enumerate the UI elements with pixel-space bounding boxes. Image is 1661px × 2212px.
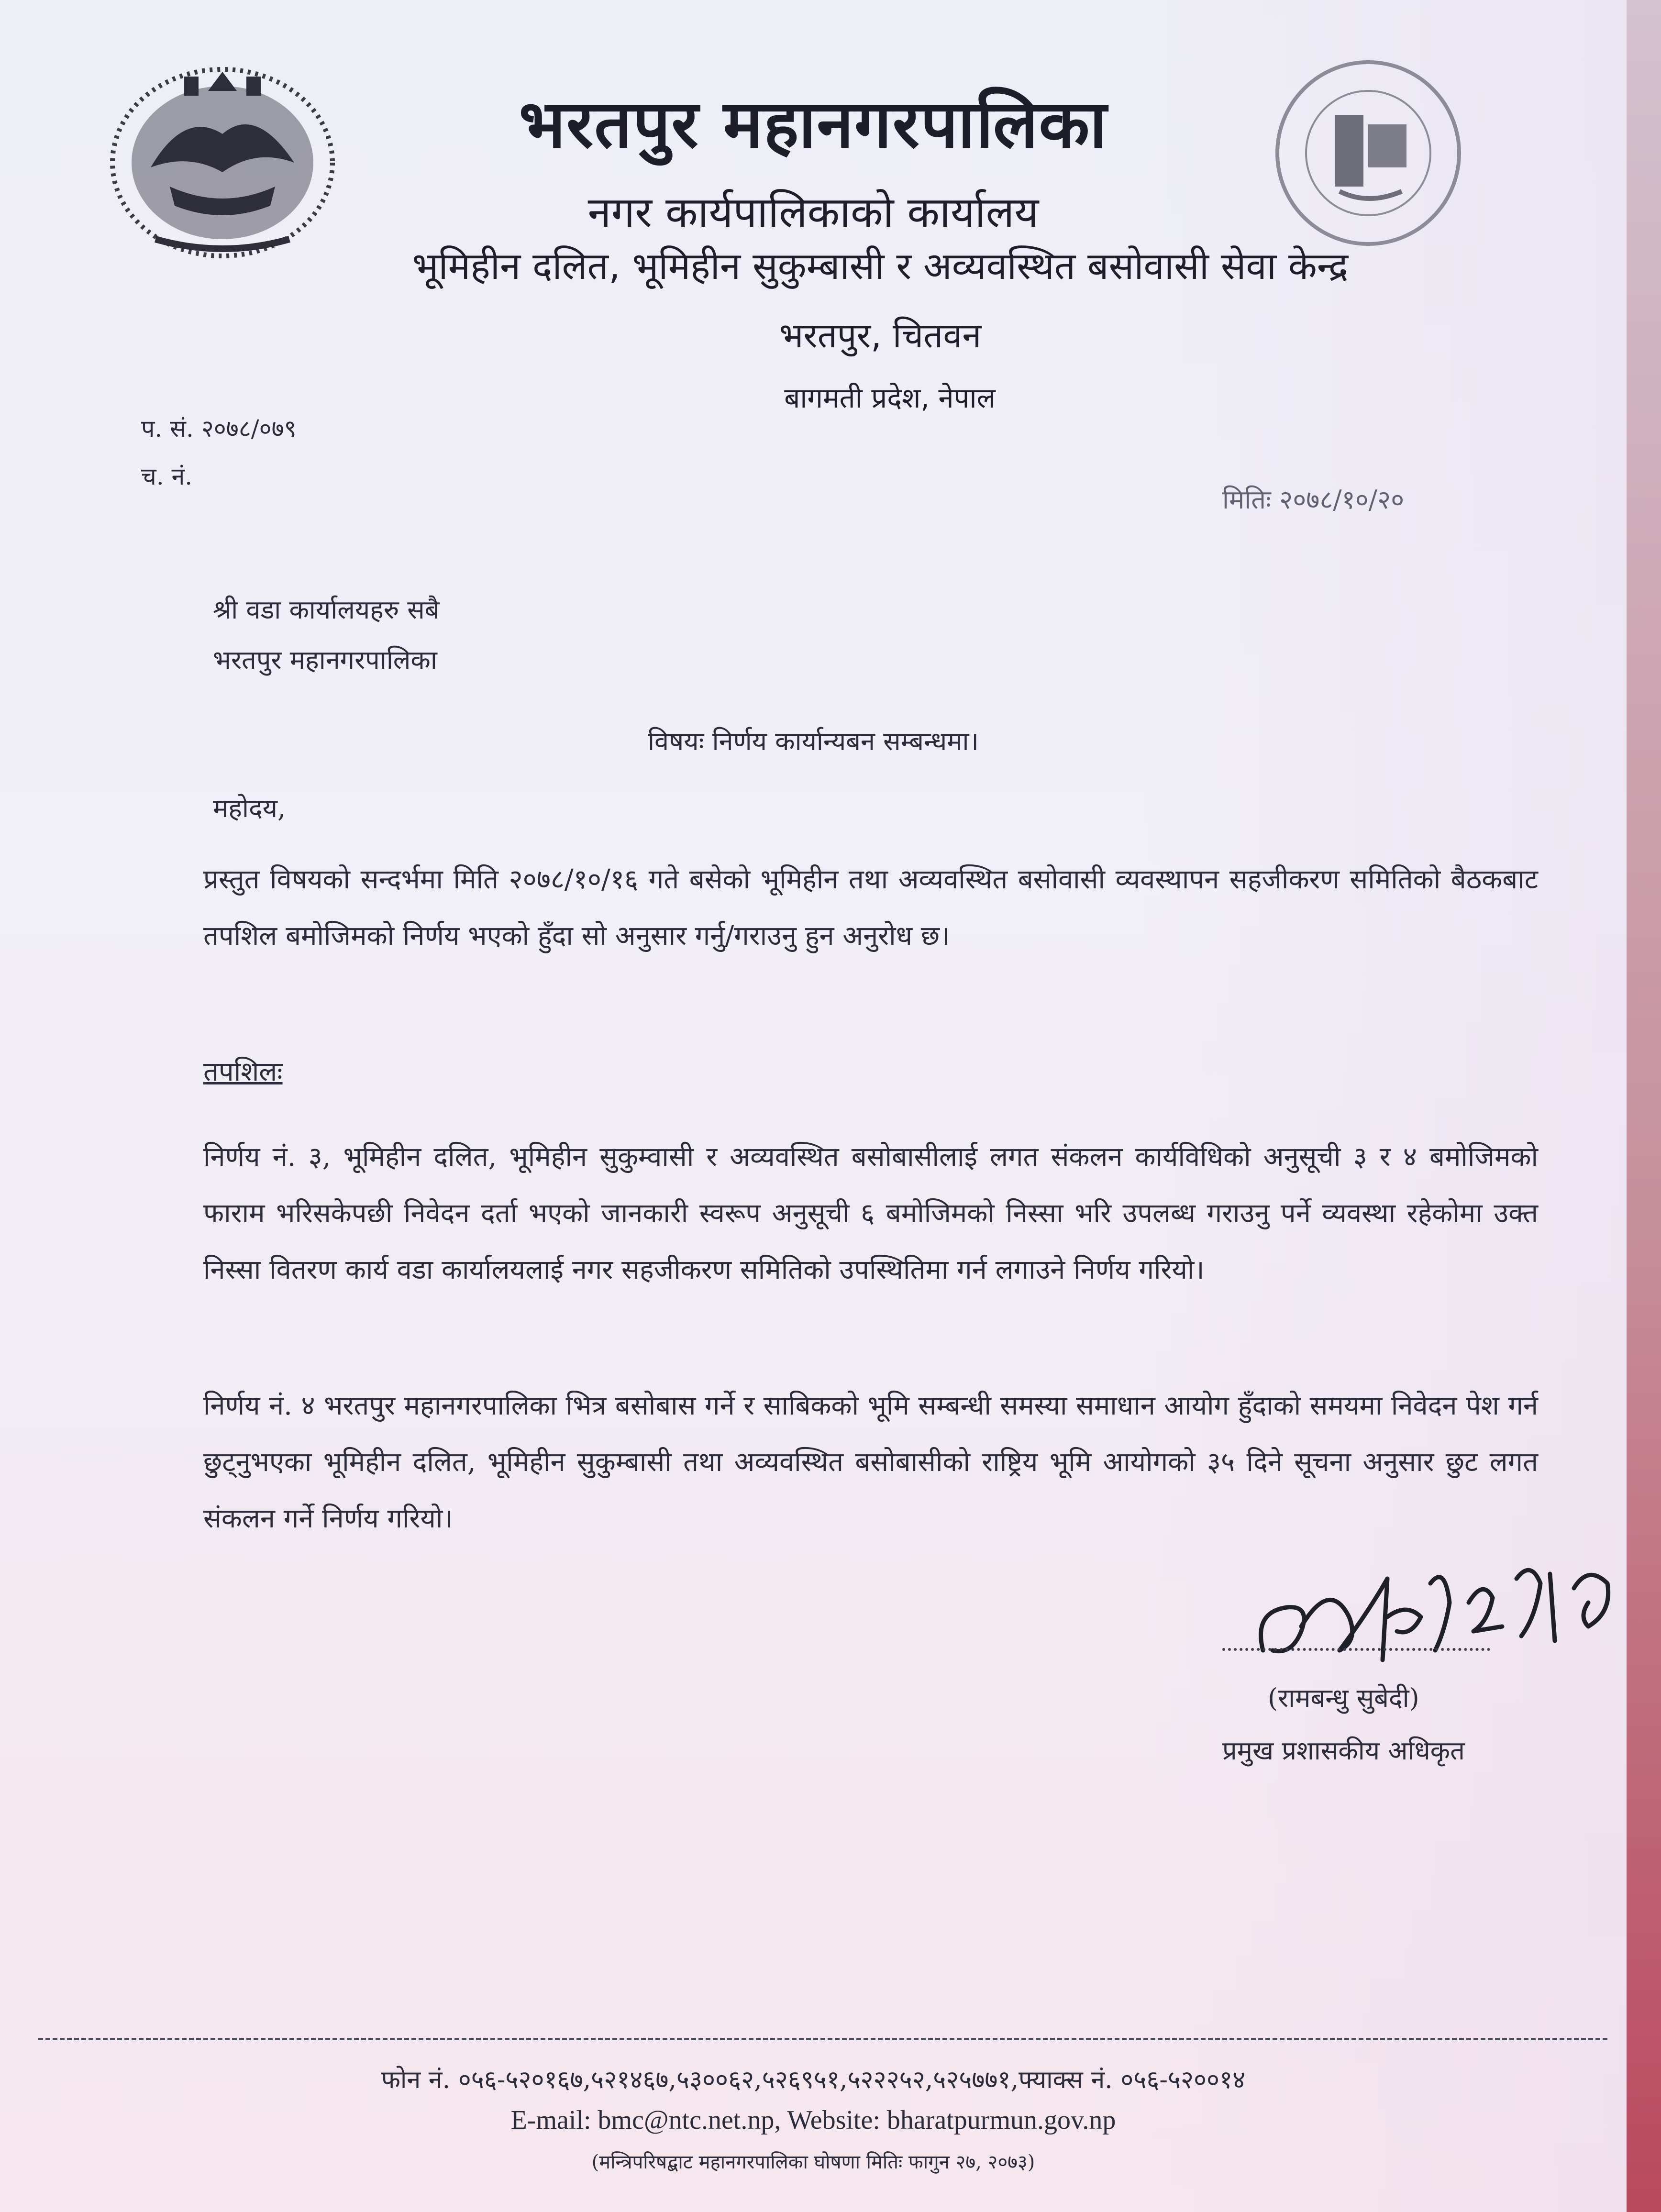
- background-edge: [1627, 0, 1661, 2212]
- salutation: महोदय,: [213, 793, 286, 823]
- handwritten-signature: [1244, 1507, 1641, 1689]
- footer-note: (मन्त्रिपरिषद्बाट महानगरपालिका घोषणा मितिः फागुन २७, २०७३): [591, 2151, 1035, 2173]
- footer-contact: E-mail: bmc@ntc.net.np, Website: bharatpurmun.gov.np: [510, 2105, 1116, 2135]
- addressee-line-2: भरतपुर महानगरपालिका: [213, 645, 437, 675]
- signature-line: [1222, 1648, 1490, 1651]
- intro-paragraph: प्रस्तुत विषयको सन्दर्भमा मिति २०७८/१०/१६ गते बसेको भूमिहीन तथा अव्यवस्थित बसोवासी व्यवस्थापन सहजीकरण समितिको बैठकबाट तपशिल बमोजिमको निर्णय भएको हुँदा सो अनुसार गर्नु/गराउनु हुन अनुरोध छ।: [203, 864, 1538, 951]
- letter-subject: विषयः निर्णय कार्यान्यबन सम्बन्धमा।: [648, 726, 979, 756]
- office-name: नगर कार्यपालिकाको कार्यालय: [587, 188, 1039, 237]
- chalani-number: च. नं.: [141, 463, 193, 490]
- footer-divider: [38, 2038, 1607, 2040]
- signatory-title: प्रमुख प्रशासकीय अधिकृत: [1222, 1736, 1465, 1766]
- patra-sankhya: प. सं. २०७८/०७९: [141, 415, 297, 442]
- footer-phone: फोन नं. ०५६-५२०१६७,५२१४६७,५३००६२,५२६९५१,५२२२५२,५२५७७१,फ्याक्स नं. ०५६-५२००१४: [381, 2066, 1246, 2094]
- municipality-title: भरतपुर महानगरपालिका: [519, 86, 1108, 163]
- letter-date: मितिः २०७८/१०/२०: [1222, 485, 1405, 515]
- decision-3-paragraph: निर्णय नं. ३, भूमिहीन दलित, भूमिहीन सुकुम्वासी र अव्यवस्थित बसोबासीलाई लगत संकलन कार्यविधिको अनुसूची ३ र ४ बमोजिमको फाराम भरिसकेपछी निवेदन दर्ता भएको जानकारी स्वरूप अनुसूची ६ बमोजिमको निस्सा भरि उपलब्ध गराउनु पर्ने व्यवस्था रहेकोमा उक्त निस्सा वितरण कार्य वडा कार्यालयलाई नगर सहजीकरण समितिको उपस्थितिमा गर्न लगाउने निर्णय गरियो।: [203, 1141, 1538, 1285]
- signatory-name: (रामबन्धु सुबेदी): [1268, 1683, 1419, 1713]
- addressee-line-1: श्री वडा कार्यालयहरु सबै: [213, 595, 440, 625]
- city-location: भरतपुर, चितवन: [779, 315, 982, 355]
- province-location: बागमती प्रदेश, नेपाल: [784, 382, 996, 414]
- decision-4-paragraph: निर्णय नं. ४ भरतपुर महानगरपालिका भित्र बसोबास गर्ने र साबिकको भूमि सम्बन्धी समस्या समाधान आयोग हुँदाको समयमा निवेदन पेश गर्न छुट्नुभएका भूमिहीन दलित, भूमिहीन सुकुम्बासी तथा अव्यवस्थित बसोबासीको राष्ट्रिय भूमि आयोगको ३५ दिने सूचना अनुसार छुट लगत संकलन गर्ने निर्णय गरियो।: [203, 1390, 1538, 1534]
- details-heading: तपशिलः: [203, 1056, 283, 1087]
- service-center-name: भूमिहीन दलित, भूमिहीन सुकुम्बासी र अव्यवस्थित बसोवासी सेवा केन्द्र: [412, 245, 1349, 288]
